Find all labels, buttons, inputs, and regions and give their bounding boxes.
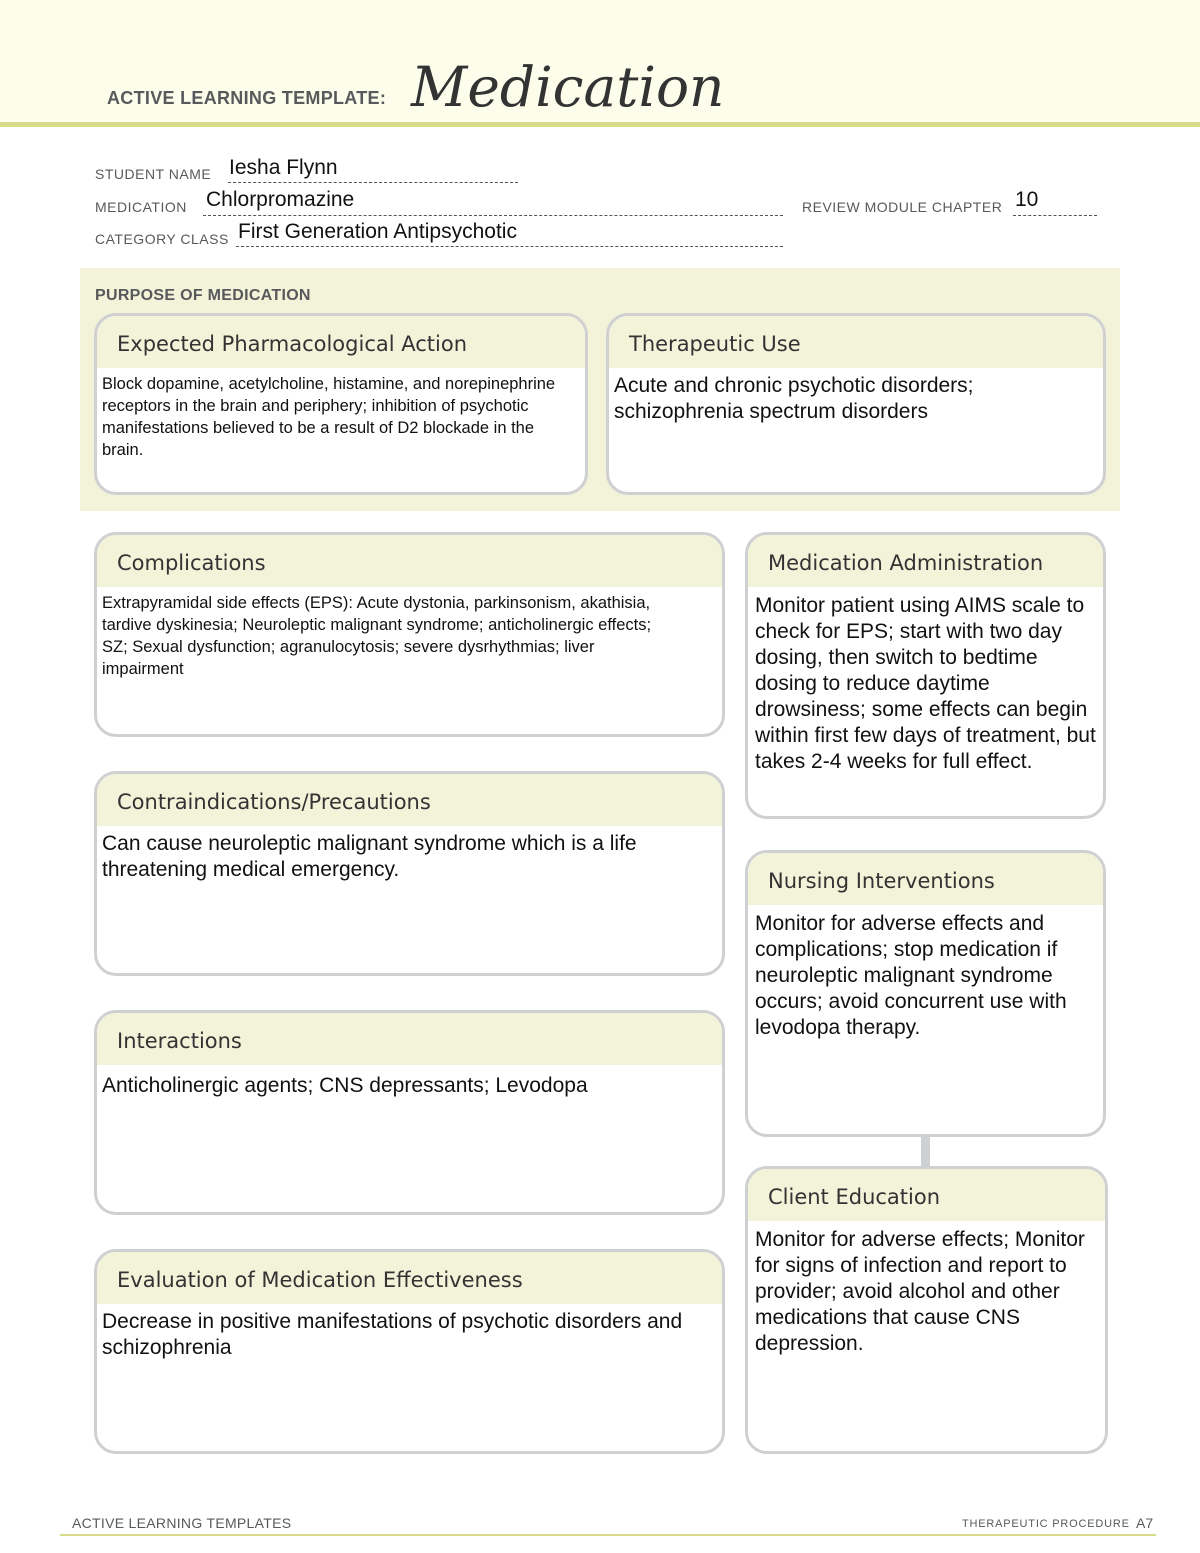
footer-right-label: THERAPEUTIC PROCEDURE (962, 1518, 1130, 1530)
medication-field[interactable]: Chlorpromazine (206, 188, 355, 211)
administration-box (745, 532, 1106, 819)
contraindications-box (94, 771, 725, 976)
category-field[interactable]: First Generation Antipsychotic (238, 220, 517, 243)
expected-action-title: Expected Pharmacological Action (97, 316, 585, 368)
review-chapter-field[interactable]: 10 (1015, 188, 1039, 211)
nursing-interventions-text[interactable]: Monitor for adverse effects and complications; stop medication if neuroleptic malignant syndrome occurs; avoid concurrent use with levodopa therapy. (755, 912, 1067, 1039)
expected-action-text[interactable]: Block dopamine, acetylcholine, histamine, and norepinephrine receptors in the brain and periphery; inhibition of psychotic manifestations believed to be a result of D2 blockade in the brain. (102, 375, 556, 459)
nursing-interventions-box (745, 850, 1106, 1137)
medication-label: MEDICATION (95, 199, 187, 215)
interactions-box (94, 1010, 725, 1215)
category-label: CATEGORY CLASS (95, 231, 229, 247)
review-chapter-label: REVIEW MODULE CHAPTER (802, 199, 1003, 215)
student-name-field[interactable]: Iesha Flynn (229, 156, 338, 179)
administration-title: Medication Administration (748, 535, 1103, 587)
complications-box (94, 532, 725, 737)
expected-action-box (94, 313, 588, 495)
footer-divider (60, 1534, 1156, 1536)
student-name-line (228, 182, 518, 183)
contraindications-title: Contraindications/Precautions (97, 774, 722, 826)
student-name-label: STUDENT NAME (95, 166, 212, 182)
client-education-title: Client Education (748, 1169, 1105, 1221)
contraindications-text[interactable]: Can cause neuroleptic malignant syndrome which is a life threatening medical emergency. (102, 832, 637, 881)
footer-page-number: A7 (1136, 1515, 1154, 1531)
client-education-box (745, 1166, 1108, 1454)
evaluation-title: Evaluation of Medication Effectiveness (97, 1252, 722, 1304)
administration-text[interactable]: Monitor patient using AIMS scale to check for EPS; start with two day dosing, then switch to bedtime dosing to reduce daytime drowsiness; some effects can begin within first few days of treatment, but takes 2-4 weeks for full effect. (755, 594, 1096, 773)
nursing-interventions-title: Nursing Interventions (748, 853, 1103, 905)
complications-title: Complications (97, 535, 722, 587)
footer-left-label: ACTIVE LEARNING TEMPLATES (72, 1515, 292, 1531)
medication-line (203, 215, 783, 216)
template-title: Medication (411, 55, 725, 119)
connector-bar (921, 1134, 930, 1166)
interactions-title: Interactions (97, 1013, 722, 1065)
template-label: ACTIVE LEARNING TEMPLATE: (107, 88, 387, 108)
client-education-text[interactable]: Monitor for adverse effects; Monitor for signs of infection and report to provider; avoid alcohol and other medications that cause CNS depression. (755, 1228, 1085, 1355)
purpose-title: PURPOSE OF MEDICATION (95, 287, 311, 304)
category-line (236, 246, 783, 247)
review-chapter-line (1013, 215, 1097, 216)
interactions-text[interactable]: Anticholinergic agents; CNS depressants; Levodopa (102, 1074, 588, 1097)
therapeutic-use-text[interactable]: Acute and chronic psychotic disorders; schizophrenia spectrum disorders (614, 374, 974, 423)
complications-text[interactable]: Extrapyramidal side effects (EPS): Acute dystonia, parkinsonism, akathisia, tardive dyskinesia; Neuroleptic malignant syndrome; anticholinergic effects; SZ; Sexual dysfunction; agranulocytosis; severe dysrhythmias; liver impairment (102, 594, 652, 678)
header-divider (0, 122, 1200, 127)
therapeutic-use-title: Therapeutic Use (609, 316, 1103, 368)
therapeutic-use-box (606, 313, 1106, 495)
evaluation-box (94, 1249, 725, 1454)
evaluation-text[interactable]: Decrease in positive manifestations of psychotic disorders and schizophrenia (102, 1310, 683, 1359)
